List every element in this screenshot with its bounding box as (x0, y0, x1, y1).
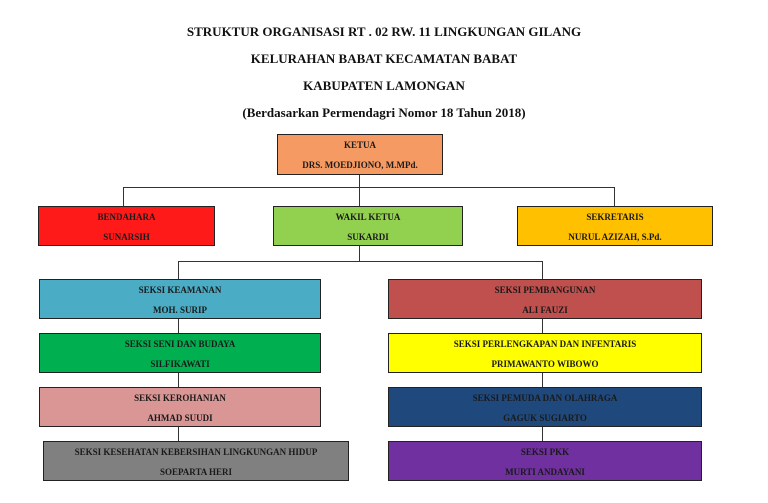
node-person: MOH. SURIP (153, 305, 207, 315)
node-seksi-keamanan (39, 279, 321, 319)
node-seksi-pembangunan (388, 279, 702, 319)
node-person: AHMAD SUUDI (147, 413, 213, 423)
node-person: ALI FAUZI (522, 305, 568, 315)
node-role: SEKSI PERLENGKAPAN DAN INFENTARIS (453, 339, 637, 349)
node-seksi-pemuda-olahraga (388, 387, 702, 427)
connector-top-horizontal (123, 187, 615, 188)
node-seksi-perlengkapan (388, 333, 702, 373)
node-role: SEKSI SENI DAN BUDAYA (124, 339, 236, 349)
node-wakil-ketua (273, 206, 463, 246)
node-person: SUNARSIH (103, 232, 150, 242)
node-seksi-seni-budaya (39, 333, 321, 373)
node-role: SEKSI KESEHATAN KEBERSIHAN LINGKUNGAN HIDUP (74, 447, 318, 457)
title-line-1: STRUKTUR ORGANISASI RT . 02 RW. 11 LINGKUNGAN GILANG (186, 24, 582, 39)
node-role: KETUA (343, 140, 376, 150)
node-role: SEKSI PEMBANGUNAN (494, 285, 596, 295)
node-sekretaris (517, 206, 713, 246)
node-person: MURTI ANDAYANI (505, 467, 585, 477)
node-seksi-pkk (388, 441, 702, 481)
node-bendahara (38, 206, 215, 246)
node-seksi-kerohanian (39, 387, 321, 427)
node-role: SEKSI PEMUDA DAN OLAHRAGA (472, 393, 618, 403)
node-person: DRS. MOEDJIONO, M.MPd. (302, 160, 418, 170)
title-line-2: KELURAHAN BABAT KECAMATAN BABAT (250, 51, 518, 66)
node-role: SEKSI KEAMANAN (138, 285, 222, 295)
node-person: SUKARDI (347, 232, 389, 242)
node-seksi-kesehatan (43, 441, 349, 481)
node-person: SOEPARTA HERI (159, 467, 233, 477)
node-role: BENDAHARA (97, 212, 156, 222)
node-person: GAGUK SUGIARTO (503, 413, 587, 423)
title-line-4: (Berdasarkan Permendagri Nomor 18 Tahun 2018) (242, 105, 526, 120)
connector-wakil-down (359, 246, 360, 262)
node-person: PRIMAWANTO WIBOWO (491, 359, 599, 369)
connector-to-sekretaris (614, 187, 615, 206)
node-ketua (277, 134, 443, 175)
node-role: WAKIL KETUA (335, 212, 401, 222)
node-role: SEKSI KEROHANIAN (134, 393, 226, 403)
title-line-3: KABUPATEN LAMONGAN (303, 78, 465, 93)
node-role: SEKRETARIS (586, 212, 644, 222)
connector-mid-horizontal (178, 261, 543, 262)
node-person: SILFIKAWATI (150, 359, 210, 369)
node-role: SEKSI PKK (520, 447, 570, 457)
node-person: NURUL AZIZAH, S.Pd. (568, 232, 662, 242)
connector-ketua-down (359, 175, 360, 206)
connector-to-bendahara (123, 187, 124, 206)
